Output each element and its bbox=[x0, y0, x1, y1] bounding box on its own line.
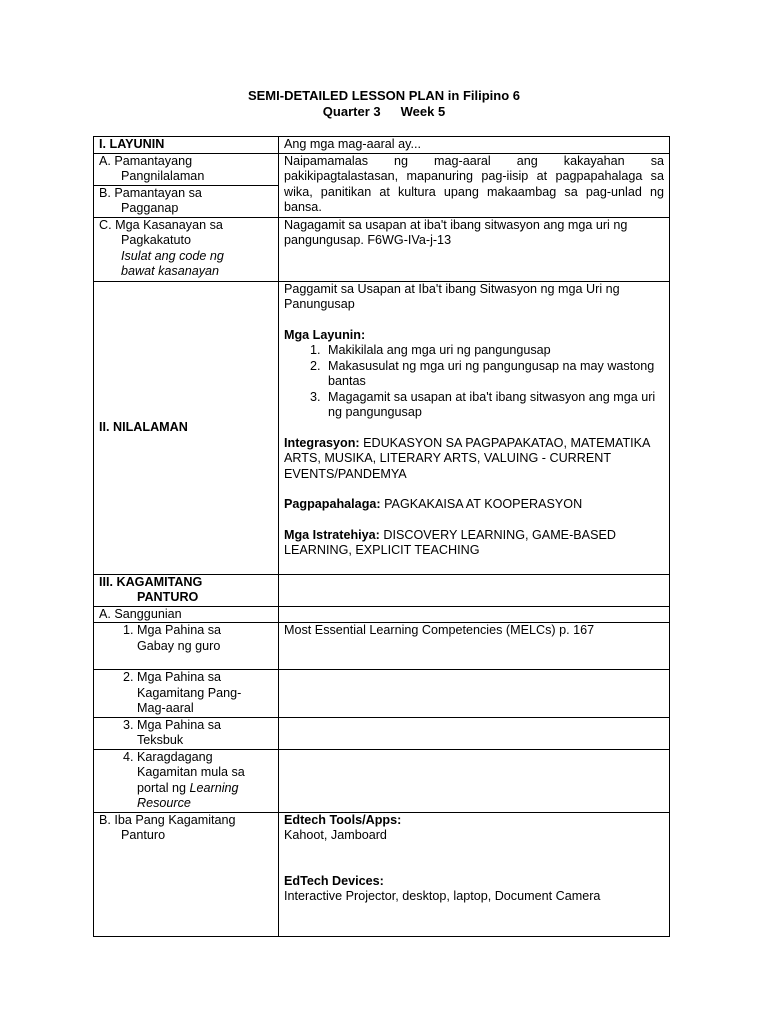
istratehiya-value: DISCOVERY LEARNING, GAME-BASED LEARNING, EXPLICIT TEACHING bbox=[284, 527, 616, 557]
kagamitang-pang-mag-aaral-label bbox=[94, 670, 279, 718]
label-line: Kagamitan mula sa bbox=[137, 765, 245, 779]
integrasyon bbox=[284, 436, 664, 483]
row-layunin bbox=[94, 137, 670, 154]
integrasyon-value: EDUKASYON SA PAGPAPAKATAO, MATEMATIKA ARTS, MUSIKA, LITERARY ARTS, VALUING - CURRENT EVENTS/PANDEMYA bbox=[284, 435, 650, 481]
label-text: portal ng bbox=[137, 780, 187, 795]
label-line: Pagkakatuto bbox=[121, 233, 192, 247]
pagpapahalaga-label: Pagpapahalaga: bbox=[284, 497, 381, 511]
pamantayan-value: Naipamamalas ng mag-aaral ang kakayahan sa pakikipagtalastasan, mapanuring pag-iisip at pagpapahalaga sa wika, panitikan at kultura upang makaambag sa pag-unlad ng bansa. bbox=[279, 153, 670, 217]
label-line: A. Pamantayang bbox=[99, 153, 193, 168]
sanggunian-label: A. Sanggunian bbox=[94, 606, 279, 623]
row-gabay-ng-guro bbox=[94, 623, 670, 670]
kagamitang-panturo-label bbox=[94, 574, 279, 606]
week-label: Week 5 bbox=[400, 104, 446, 119]
row-nilalaman bbox=[94, 281, 670, 574]
label-line: III. KAGAMITANG bbox=[99, 574, 203, 589]
label-line: 4. Karagdagang bbox=[123, 749, 213, 764]
gabay-ng-guro-value: Most Essential Learning Competencies (MELCs) p. 167 bbox=[279, 623, 670, 670]
objective-item: 2. Makasusulat ng mga uri ng pangungusap na may wastong bantas bbox=[324, 359, 664, 390]
label-line: Gabay ng guro bbox=[137, 638, 221, 653]
layunin-label: I. LAYUNIN bbox=[94, 137, 279, 154]
quarter-week-line bbox=[0, 104, 768, 119]
row-karagdagang-kagamitan bbox=[94, 749, 670, 812]
istratehiya-label: Mga Istratehiya: bbox=[284, 527, 380, 542]
edtech-tools-value: Kahoot, Jamboard bbox=[284, 828, 387, 842]
objectives-list bbox=[284, 343, 664, 421]
objective-item: 3. Magagamit sa usapan at iba't ibang sitwasyon ang mga uri ng pangungusap bbox=[324, 390, 664, 421]
row-kasanayan bbox=[94, 217, 670, 281]
label-line: Teksbuk bbox=[137, 733, 184, 747]
label-line: Resource bbox=[137, 796, 191, 810]
label-line: 2. Mga Pahina sa bbox=[123, 670, 222, 684]
pamantayan-sa-pagganap-label bbox=[94, 185, 279, 217]
label-line: Pagganap bbox=[121, 201, 179, 215]
nilalaman-value bbox=[279, 281, 670, 574]
label-line: Isulat ang code ng bbox=[121, 248, 224, 263]
teksbuk-value bbox=[279, 717, 670, 749]
kagamitang-pang-mag-aaral-value bbox=[279, 670, 670, 718]
kasanayan-value: Nagagamit sa usapan at iba't ibang sitwasyon ang mga uri ng pangungusap. F6WG-IVa-j-13 bbox=[279, 217, 670, 281]
iba-pang-kagamitang-panturo-label bbox=[94, 812, 279, 936]
label-line: Kagamitang Pang- bbox=[137, 685, 242, 700]
label-line: PANTURO bbox=[137, 590, 199, 604]
label-line: C. Mga Kasanayan sa bbox=[99, 217, 223, 232]
label-line: 3. Mga Pahina sa bbox=[123, 717, 222, 732]
label-line: B. Iba Pang Kagamitang bbox=[99, 812, 236, 827]
edtech-tools-label: Edtech Tools/Apps: bbox=[284, 812, 402, 827]
label-line: Pangnilalaman bbox=[121, 169, 205, 183]
nilalaman-label: II. NILALAMAN bbox=[94, 281, 279, 574]
gabay-ng-guro-label bbox=[94, 623, 279, 670]
mga-layunin-heading: Mga Layunin: bbox=[284, 327, 366, 342]
document-title: SEMI-DETAILED LESSON PLAN in Filipino 6 bbox=[247, 88, 521, 103]
lesson-plan-table bbox=[93, 136, 670, 937]
karagdagang-kagamitan-label bbox=[94, 749, 279, 812]
kagamitang-panturo-value bbox=[279, 574, 670, 606]
label-line: B. Pamantayan sa bbox=[99, 185, 202, 200]
row-pamantayang-pangnilalaman bbox=[94, 153, 670, 185]
edtech-devices-value: Interactive Projector, desktop, laptop, Document Camera bbox=[284, 889, 601, 903]
integrasyon-label: Integrasyon: bbox=[284, 435, 360, 450]
label-line: 1. Mga Pahina sa bbox=[123, 623, 222, 637]
label-italic-text: Learning bbox=[189, 780, 239, 795]
row-iba-pang-kagamitang-panturo bbox=[94, 812, 670, 936]
label-line: Mag-aaral bbox=[137, 701, 194, 715]
nilalaman-topic: Paggamit sa Usapan at Iba't ibang Sitwasyon ng mga Uri ng Panungusap bbox=[284, 281, 620, 311]
label-line: Panturo bbox=[121, 828, 166, 842]
pagpapahalaga-value: PAGKAKAISA AT KOOPERASYON bbox=[384, 497, 583, 511]
pamantayang-pangnilalaman-label bbox=[94, 153, 279, 185]
pagpapahalaga bbox=[284, 497, 664, 513]
karagdagang-kagamitan-value bbox=[279, 749, 670, 812]
layunin-value: Ang mga mag-aaral ay... bbox=[279, 137, 670, 154]
row-kagamitang-panturo bbox=[94, 574, 670, 606]
row-kagamitang-pang-mag-aaral bbox=[94, 670, 670, 718]
kasanayan-label bbox=[94, 217, 279, 281]
istratehiya bbox=[284, 528, 664, 559]
label-line: bawat kasanayan bbox=[121, 264, 220, 278]
quarter-label: Quarter 3 bbox=[322, 104, 381, 119]
edtech-devices-label: EdTech Devices: bbox=[284, 873, 384, 888]
row-sanggunian bbox=[94, 606, 670, 623]
objective-item: 1. Makikilala ang mga uri ng pangungusap bbox=[324, 343, 664, 359]
sanggunian-value bbox=[279, 606, 670, 623]
iba-pang-kagamitang-panturo-value bbox=[279, 812, 670, 936]
teksbuk-label bbox=[94, 717, 279, 749]
label-line bbox=[99, 781, 273, 797]
row-teksbuk bbox=[94, 717, 670, 749]
